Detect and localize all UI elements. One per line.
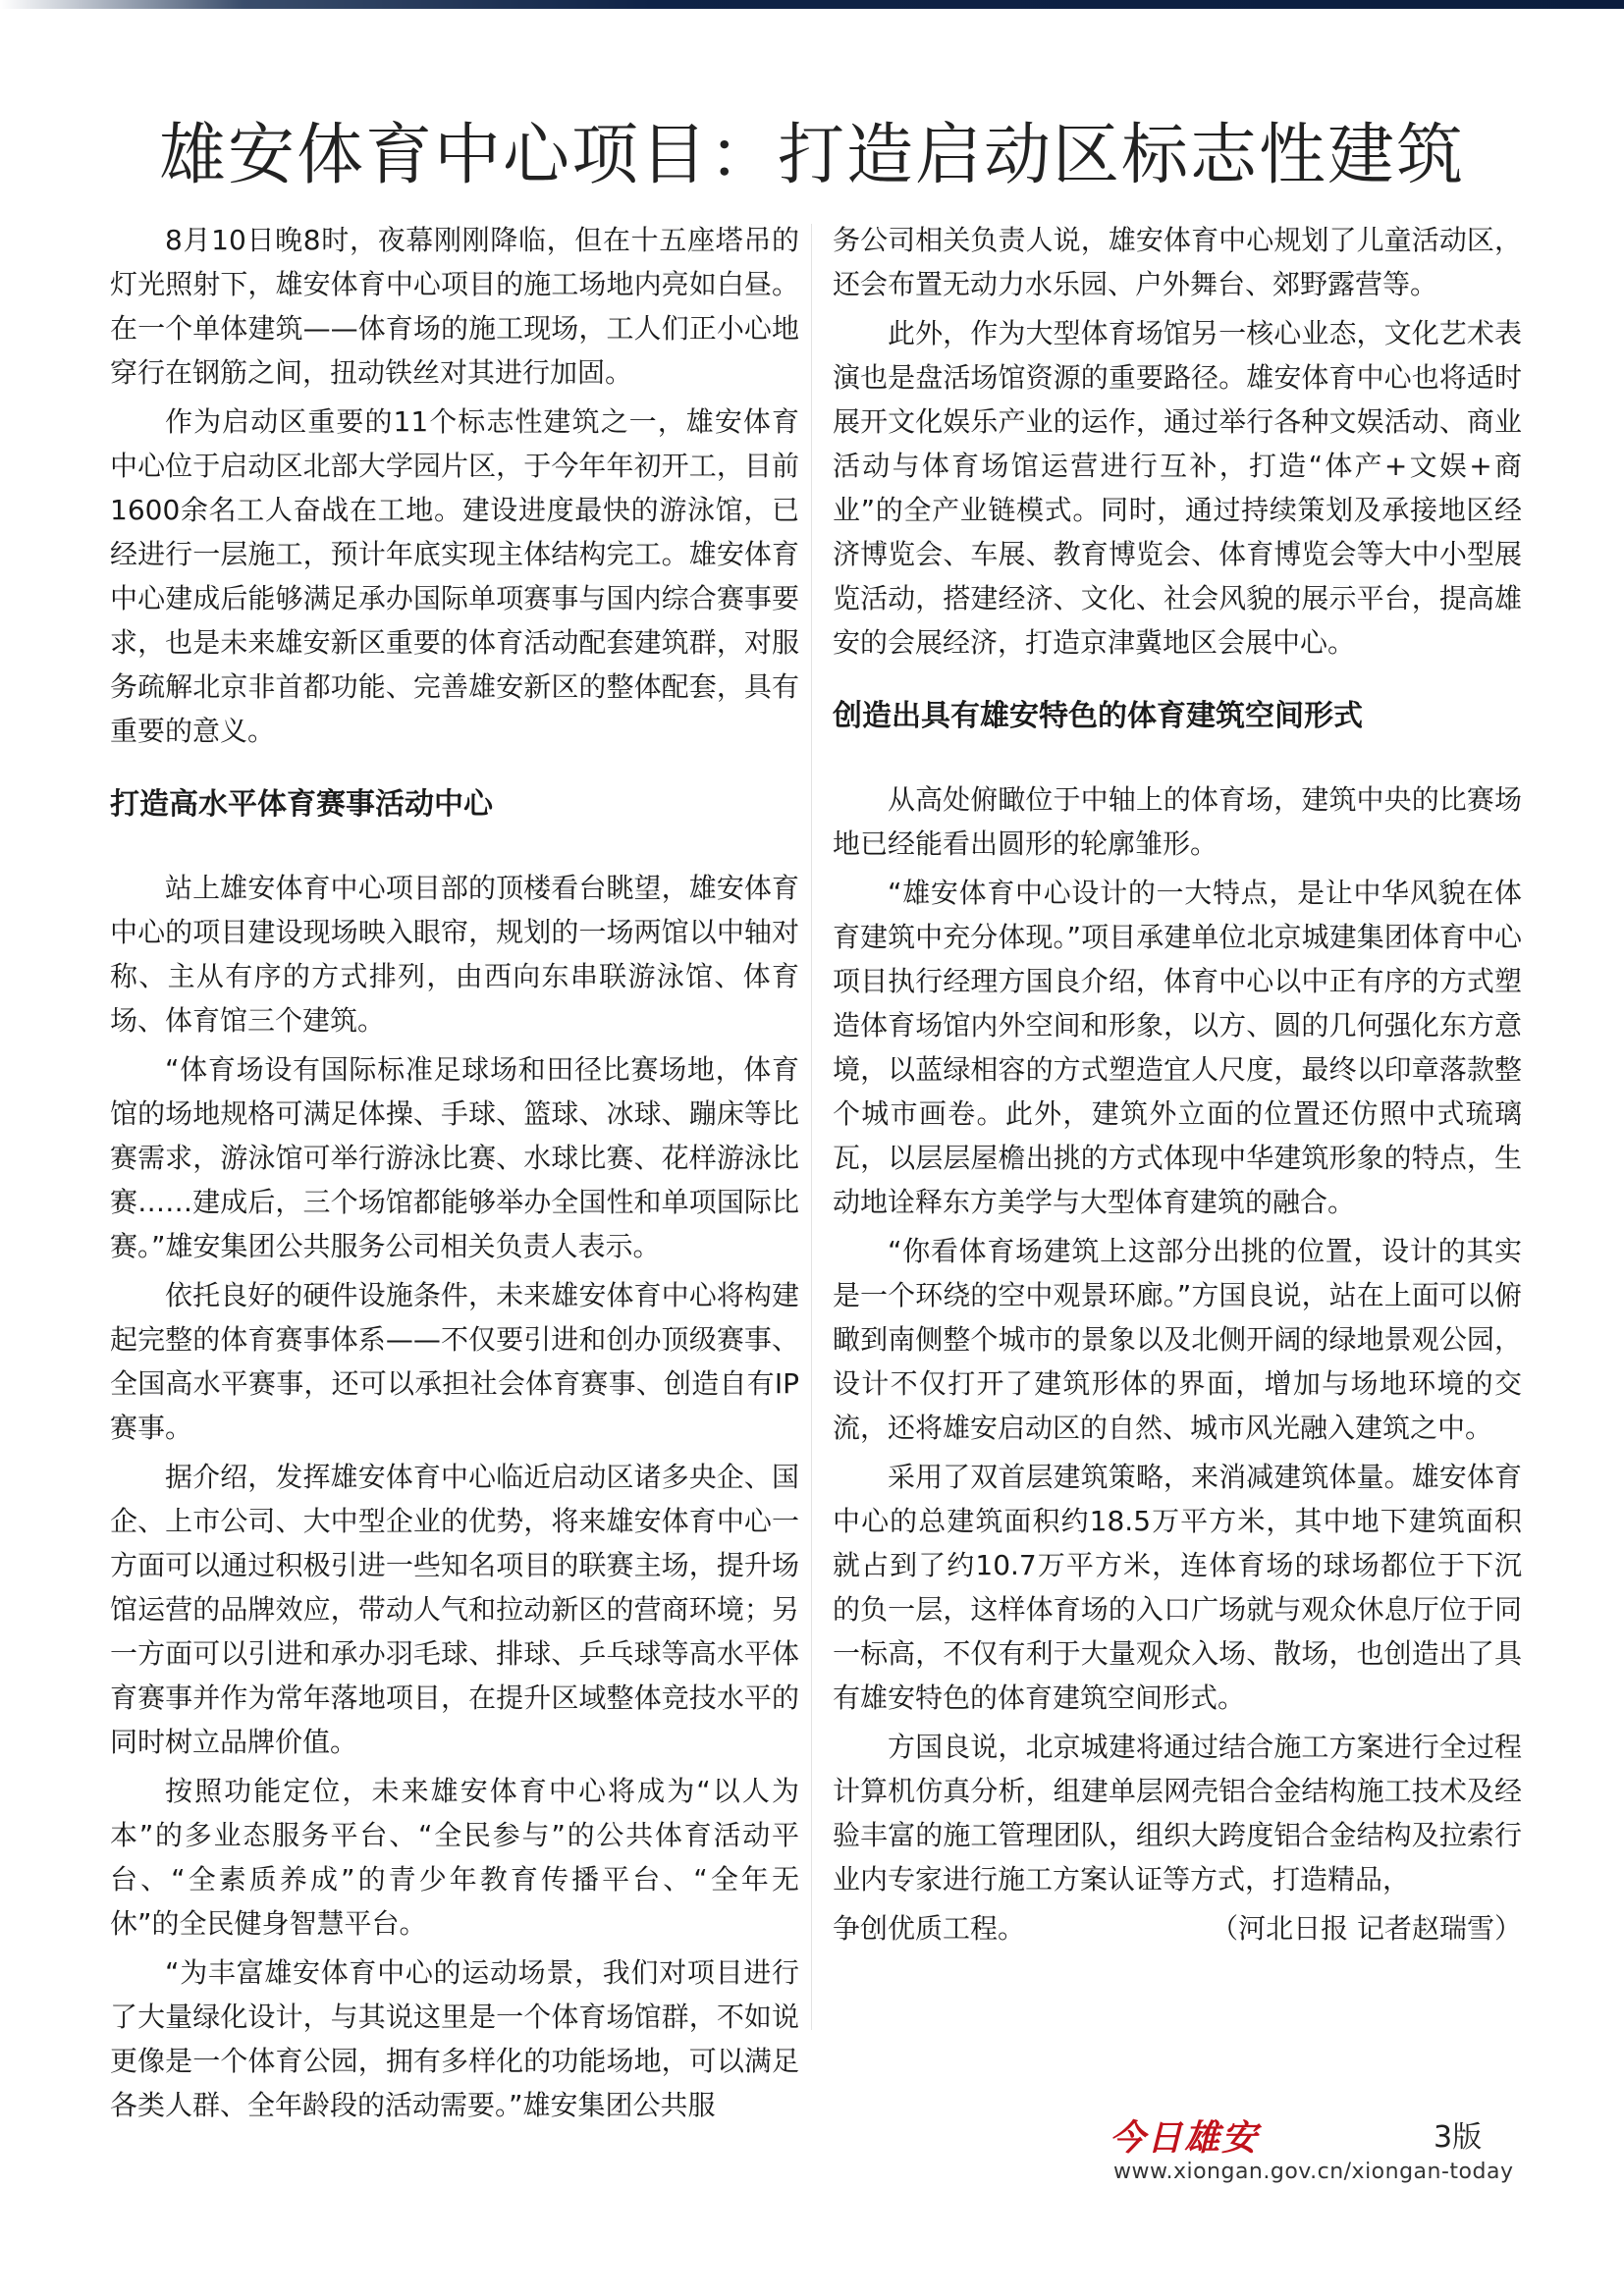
paragraph: 依托良好的硬件设施条件，未来雄安体育中心将构建起完整的体育赛事体系——不仅要引进和创办顶级赛事、全国高水平赛事，还可以承担社会体育赛事、创造自有IP赛事。 bbox=[110, 1279, 799, 1444]
paragraph: 从高处俯瞰位于中轴上的体育场，建筑中央的比赛场地已经能看出圆形的轮廓雏形。 bbox=[833, 783, 1522, 860]
article-title: 雄安体育中心项目：打造启动区标志性建筑 bbox=[158, 116, 1465, 194]
paragraph: 采用了双首层建筑策略，来消减建筑体量。雄安体育中心的总建筑面积约18.5万平方米，其中地下建筑面积就占到了约10.7万平方米，连体育场的球场都位于下沉的负一层，这样体育场的入口广场就与观众休息厅位于同一标高，不仅有利于大量观众入场、散场，也创造出了具有雄安特色的体育建筑空间形式。 bbox=[833, 1461, 1522, 1714]
website-url: www.xiongan.gov.cn/xiongan-today bbox=[1113, 2160, 1514, 2184]
paragraph: 按照功能定位，未来雄安体育中心将成为“以人为本”的多业态服务平台、“全民参与”的公共体育活动平台、“全素质养成”的青少年教育传播平台、“全年无休”的全民健身智慧平台。 bbox=[110, 1775, 799, 1940]
paragraph: 站上雄安体育中心项目部的顶楼看台眺望，雄安体育中心的项目建设现场映入眼帘，规划的一场两馆以中轴对称、主从有序的方式排列，由西向东串联游泳馆、体育场、体育馆三个建筑。 bbox=[110, 872, 799, 1037]
paragraph: 作为启动区重要的11个标志性建筑之一，雄安体育中心位于启动区北部大学园片区，于今年年初开工，目前1600余名工人奋战在工地。建设进度最快的游泳馆，已经进行一层施工，预计年底实现主体结构完工。雄安体育中心建成后能够满足承办国际单项赛事与国内综合赛事要求，也是未来雄安新区重要的体育活动配套建筑群，对服务疏解北京非首都功能、完善雄安新区的整体配套，具有重要的意义。 bbox=[110, 405, 799, 747]
paragraph: 此外，作为大型体育场馆另一核心业态，文化艺术表演也是盘活场馆资源的重要路径。雄安体育中心也将适时展开文化娱乐产业的运作，通过举行各种文娱活动、商业活动与体育场馆运营进行互补，打造“体产+文娱+商业”的全产业链模式。同时，通过持续策划及承接地区经济博览会、车展、教育博览会、体育博览会等大中小型展览活动，搭建经济、文化、社会风貌的展示平台，提高雄安的会展经济，打造京津冀地区会展中心。 bbox=[833, 317, 1522, 659]
paragraph: “为丰富雄安体育中心的运动场景，我们对项目进行了大量绿化设计，与其说这里是一个体育场馆群，不如说更像是一个体育公园，拥有多样化的功能场地，可以满足各类人群、全年龄段的活动需要。”雄安集团公共服 bbox=[110, 1956, 799, 2121]
byline: （河北日报 记者赵瑞雪） bbox=[1211, 1912, 1522, 1945]
right-column bbox=[833, 218, 1522, 1950]
publication-logo: 今日雄安 bbox=[1110, 2117, 1260, 2159]
paragraph: 方国良说，北京城建将通过结合施工方案进行全过程计算机仿真分析，组建单层网壳铝合金结构施工技术及经验丰富的施工管理团队，组织大跨度铝合金结构及拉索行业内专家进行施工方案认证等方式，打造精品， bbox=[833, 1731, 1522, 1896]
section-heading: 打造高水平体育赛事活动中心 bbox=[110, 787, 493, 822]
paragraph: 8月10日晚8时，夜幕刚刚降临，但在十五座塔吊的灯光照射下，雄安体育中心项目的施工场地内亮如白昼。在一个单体建筑——体育场的施工现场，工人们正小心地穿行在钢筋之间，扭动铁丝对其进行加固。 bbox=[110, 224, 799, 389]
closing-line bbox=[833, 1906, 1522, 1950]
paragraph: “你看体育场建筑上这部分出挑的位置，设计的其实是一个环绕的空中观景环廊。”方国良说，站在上面可以俯瞰到南侧整个城市的景象以及北侧开阔的绿地景观公园，设计不仅打开了建筑形体的界面，增加与场地环境的交流，还将雄安启动区的自然、城市风光融入建筑之中。 bbox=[833, 1235, 1522, 1444]
section-heading: 创造出具有雄安特色的体育建筑空间形式 bbox=[833, 699, 1363, 733]
top-accent-bar bbox=[0, 0, 1624, 9]
paragraph: “雄安体育中心设计的一大特点，是让中华风貌在体育建筑中充分体现。”项目承建单位北京城建集团体育中心项目执行经理方国良介绍，体育中心以中正有序的方式塑造体育场馆内外空间和形象，以方、圆的几何强化东方意境，以蓝绿相容的方式塑造宜人尺度，最终以印章落款整个城市画卷。此外，建筑外立面的位置还仿照中式琉璃瓦，以层层屋檐出挑的方式体现中华建筑形象的特点，生动地诠释东方美学与大型体育建筑的融合。 bbox=[833, 877, 1522, 1218]
column-divider bbox=[811, 224, 812, 2030]
paragraph-continued: 务公司相关负责人说，雄安体育中心规划了儿童活动区，还会布置无动力水乐园、户外舞台、郊野露营等。 bbox=[833, 224, 1522, 300]
paragraph: “体育场设有国际标准足球场和田径比赛场地，体育馆的场地规格可满足体操、手球、篮球、冰球、蹦床等比赛需求，游泳馆可举行游泳比赛、水球比赛、花样游泳比赛……建成后，三个场馆都能够举办全国性和单项国际比赛。”雄安集团公共服务公司相关负责人表示。 bbox=[110, 1053, 799, 1262]
page-number: 3版 bbox=[1434, 2120, 1483, 2155]
paragraph: 据介绍，发挥雄安体育中心临近启动区诸多央企、国企、上市公司、大中型企业的优势，将来雄安体育中心一方面可以通过积极引进一些知名项目的联赛主场，提升场馆运营的品牌效应，带动人气和拉动新区的营商环境；另一方面可以引进和承办羽毛球、排球、乒乓球等高水平体育赛事并作为常年落地项目，在提升区域整体竞技水平的同时树立品牌价值。 bbox=[110, 1461, 799, 1758]
closing-text: 争创优质工程。 bbox=[833, 1912, 1026, 1945]
left-column bbox=[110, 218, 799, 2132]
